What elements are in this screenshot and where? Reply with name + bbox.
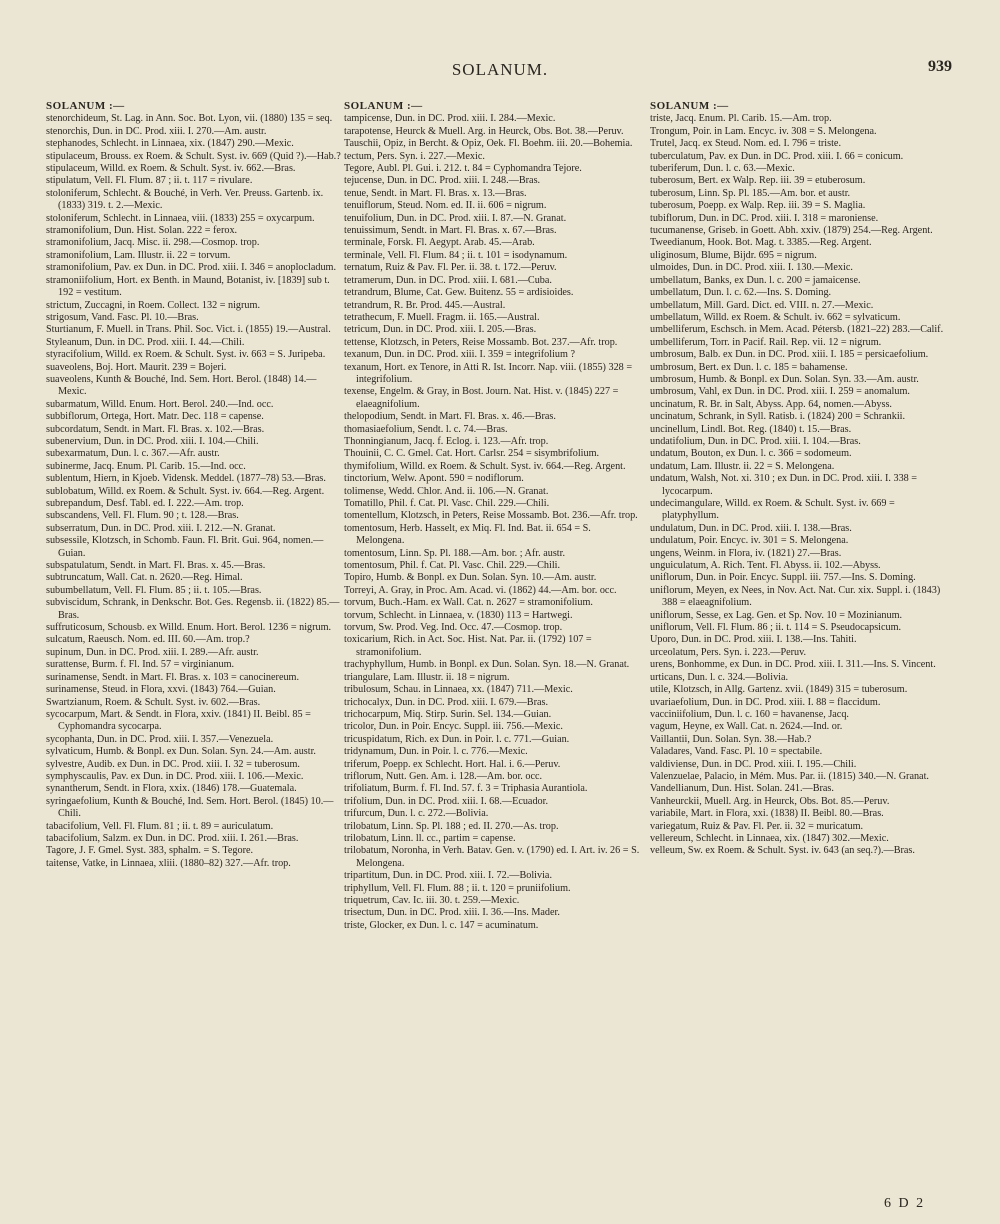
index-entry: tabacifolium, Salzm. ex Dun. in DC. Prod. xiii. I. 261.—Bras. [46,832,299,844]
index-entry: Trongum, Poir. in Lam. Encyc. iv. 308 = S. Melongena. [650,125,877,137]
index-entry: torvum, Schlecht. in Linnaea, v. (1830) 113 = Hartwegi. [344,609,573,621]
index-entry: vacciniifolium, Dun. l. c. 160 = havanense, Jacq. [650,708,849,720]
index-entry: Trutel, Jacq. ex Steud. Nom. ed. I. 796 = triste. [650,138,841,150]
index-entry: trisectum, Dun. in DC. Prod. xiii. I. 36.—Ins. Mader. [344,907,560,919]
index-entry: variabile, Mart. in Flora, xxi. (1838) II. Beibl. 80.—Bras. [650,808,884,820]
index-entry: subserratum, Dun. in DC. Prod. xiii. I. 212.—N. Granat. [46,522,276,534]
index-entry: tinctorium, Welw. Apont. 590 = nodiflorum. [344,473,524,485]
index-entry: tomentellum, Klotzsch, in Peters, Reise Mossamb. Bot. 236.—Afr. trop. [344,510,638,522]
index-entry: Thouinii, C. C. Gmel. Cat. Hort. Carlsr. 254 = sisymbrifolium. [344,448,600,460]
index-entry: urceolatum, Pers. Syn. i. 223.—Peruv. [650,646,807,658]
column-1 [46,100,342,870]
index-entry: undatum, Walsh, Not. xi. 310 ; ex Dun. in DC. Prod. xiii. I. 338 = lycocarpum. [650,473,918,497]
index-entry: tetrandrum, Blume, Cat. Gew. Buitenz. 55 = ardisioides. [344,287,574,299]
index-entry: triste, Glocker, ex Dun. l. c. 147 = acuminatum. [344,919,539,931]
index-entry: tetricum, Dun. in DC. Prod. xiii. I. 205.—Bras. [344,324,537,336]
index-entry: Vandellianum, Dun. Hist. Solan. 241.—Bras. [650,783,834,795]
index-entry: vellereum, Schlecht. in Linnaea, xix. (1847) 302.—Mexic. [650,832,889,844]
index-entry: stoloniferum, Schlecht. in Linnaea, viii. (1833) 255 = oxycarpum. [46,212,315,224]
index-entry: umbellatum, Banks, ex Dun. l. c. 200 = jamaicense. [650,274,861,286]
index-entry: Vaillantii, Dun. Solan. Syn. 38.—Hab.? [650,733,812,745]
index-entry: trilobatum, Linn. Sp. Pl. 188 ; ed. II. 270.—As. trop. [344,820,559,832]
index-entry: Torreyi, A. Gray, in Proc. Am. Acad. vi. (1862) 44.—Am. bor. occ. [344,584,617,596]
index-entry: sylvaticum, Humb. & Bonpl. ex Dun. Solan. Syn. 24.—Am. austr. [46,746,316,758]
index-entry: terminale, Vell. Fl. Flum. 84 ; ii. t. 101 = isodynamum. [344,249,568,261]
index-entry: tolimense, Wedd. Chlor. And. ii. 106.—N. Granat. [344,485,549,497]
index-entry: uncinatum, R. Br. in Salt, Abyss. App. 64, nomen.—Abyss. [650,398,892,410]
index-entry: Tweedianum, Hook. Bot. Mag. t. 3385.—Reg. Argent. [650,237,872,249]
index-entry: Vanheurckii, Muell. Arg. in Heurck, Obs. Bot. 85.—Peruv. [650,795,890,807]
column-heading: SOLANUM :— [344,100,423,112]
index-entry: syringaefolium, Kunth & Bouché, Ind. Sem. Hort. Berol. (1845) 10.—Chili. [46,795,334,820]
index-entry: Valenzuelae, Palacio, in Mém. Mus. Par. ii. (1815) 340.—N. Granat. [650,770,929,782]
index-entry: uncinellum, Lindl. Bot. Reg. (1840) t. 15.—Bras. [650,423,852,435]
index-entry: triferum, Poepp. ex Schlecht. Hort. Hal. i. 6.—Peruv. [344,758,561,770]
index-entry: stenorchideum, St. Lag. in Ann. Soc. Bot. Lyon, vii. (1880) 135 = seq. [46,113,333,125]
index-entry: triflorum, Nutt. Gen. Am. i. 128.—Am. bor. occ. [344,770,543,782]
index-entry: suffruticosum, Schousb. ex Willd. Enum. Hort. Berol. 1236 = nigrum. [46,622,332,634]
index-entry: tridynamum, Dun. in Poir. l. c. 776.—Mexic. [344,746,528,758]
index-entry: urens, Bonhomme, ex Dun. in DC. Prod. xiii. I. 311.—Ins. S. Vincent. [650,659,936,671]
index-entry: triste, Jacq. Enum. Pl. Carib. 15.—Am. trop. [650,113,832,125]
index-entry: torvum, Buch.-Ham. ex Wall. Cat. n. 2627 = stramonifolium. [344,597,593,609]
index-entry: trifurcum, Dun. l. c. 272.—Bolivia. [344,808,489,820]
index-entry: subviscidum, Schrank, in Denkschr. Bot. Ges. Regensb. ii. (1822) 85.—Bras. [46,597,340,621]
running-head-title: SOLANUM. [451,60,549,79]
index-entry: styracifolium, Willd. ex Roem. & Schult. Syst. iv. 663 = S. Juripeba. [46,349,326,361]
index-entry: vagum, Heyne, ex Wall. Cat. n. 2624.—Ind. or. [650,721,843,733]
index-entry: stoloniferum, Schlecht. & Bouché, in Verh. Ver. Preuss. Gartenb. ix. (1833) 319. t. 2.—Mexic. [46,187,324,212]
index-entry: texanum, Hort. ex Tenore, in Atti R. Ist. Incorr. Nap. viii. (1855) 328 = integrifolium. [344,361,633,385]
index-entry: subcordatum, Sendt. in Mart. Fl. Bras. x. 102.—Bras. [46,423,265,435]
index-entry: undecimangulare, Willd. ex Roem. & Schult. Syst. iv. 669 = platyphyllum. [650,498,895,522]
index-entry: stipulaceum, Brouss. ex Roem. & Schult. Syst. iv. 669 (Quid ?).—Hab.? [46,150,341,162]
index-entry: thomasiaefolium, Sendt. l. c. 74.—Bras. [344,423,508,435]
index-entry: undatifolium, Dun. in DC. Prod. xiii. I. 104.—Bras. [650,435,861,447]
index-entry: stramonifolium, Pav. ex Dun. in DC. Prod. xiii. I. 346 = anoplocladum. [46,262,337,274]
index-entry: torvum, Sw. Prod. Veg. Ind. Occ. 47.—Cosmop. trop. [344,622,563,634]
index-entry: triangulare, Lam. Illustr. ii. 18 = nigrum. [344,671,510,683]
index-entry: subbiflorum, Ortega, Hort. Matr. Dec. 118 = capense. [46,411,264,423]
index-entry: tripartitum, Dun. in DC. Prod. xiii. I. 72.—Bolivia. [344,870,552,882]
index-entry: uliginosum, Blume, Bijdr. 695 = nigrum. [650,249,817,261]
index-entry: strictum, Zuccagni, in Roem. Collect. 132 = nigrum. [46,299,260,311]
index-entry: stephanodes, Schlecht. in Linnaea, xix. (1847) 290.—Mexic. [46,138,294,150]
index-entry: symphyscaulis, Pav. ex Dun. in DC. Prod. xiii. I. 106.—Mexic. [46,770,304,782]
index-entry: sycocarpum, Mart. & Sendt. in Flora, xxiv. (1841) II. Beibl. 85 = Cyphomandra sycocarpa. [46,708,311,733]
index-entry: ulmoides, Dun. in DC. Prod. xiii. I. 130.—Mexic. [650,262,853,274]
index-entry: trifoliatum, Burm. f. Fl. Ind. 57. f. 3 = Triphasia Aurantiola. [344,783,588,795]
index-entry: Styleanum, Dun. in DC. Prod. xiii. I. 44.—Chili. [46,336,245,348]
index-entry: undulatum, Dun. in DC. Prod. xiii. I. 138.—Bras. [650,522,852,534]
index-entry: sulcatum, Raeusch. Nom. ed. III. 60.—Am. trop.? [46,634,250,646]
index-entry: Tauschii, Opiz, in Bercht. & Opiz, Oek. Fl. Boehm. iii. 20.—Bohemia. [344,138,633,150]
index-entry: umbellatum, Mill. Gard. Dict. ed. VIII. n. 27.—Mexic. [650,299,874,311]
index-entry: uniflorum, Vell. Fl. Flum. 86 ; ii. t. 114 = S. Pseudocapsicum. [650,622,902,634]
index-entry: ternatum, Ruiz & Pav. Fl. Per. ii. 38. t. 172.—Peruv. [344,262,557,274]
index-entry: Tomatillo, Phil. f. Cat. Pl. Vasc. Chil. 229.—Chili. [344,498,550,509]
index-entry: subexarmatum, Dun. l. c. 367.—Afr. austr. [46,448,220,460]
index-entry: ungens, Weinm. in Flora, iv. (1821) 27.—Bras. [650,547,842,559]
index-entry: Tegore, Aubl. Pl. Gui. i. 212. t. 84 = Cyphomandra Tejore. [344,163,582,175]
index-entry: tuberiferum, Dun. l. c. 63.—Mexic. [650,163,795,175]
index-entry: Valadares, Vand. Fasc. Pl. 10 = spectabile. [650,746,823,758]
index-entry: strigosum, Vand. Fasc. Pl. 10.—Bras. [46,311,199,323]
index-entry: subscandens, Vell. Fl. Flum. 90 ; t. 128.—Bras. [46,510,239,522]
index-entry: subinerme, Jacq. Enum. Pl. Carib. 15.—Ind. occ. [46,460,246,472]
index-entry: valdiviense, Dun. in DC. Prod. xiii. I. 195.—Chili. [650,758,857,770]
index-entry: tetrathecum, F. Muell. Fragm. ii. 165.—Austral. [344,311,540,323]
printer-signature: 6 D 2 [884,1196,926,1211]
index-entry: trichocalyx, Dun. in DC. Prod. xiii. I. 679.—Bras. [344,696,549,708]
column-3 [650,100,946,858]
index-entry: tribulosum, Schau. in Linnaea, xx. (1847) 711.—Mexic. [344,684,573,696]
index-entry: tetrandrum, R. Br. Prod. 445.—Austral. [344,299,506,311]
index-entry: umbellatum, Dun. l. c. 62.—Ins. S. Doming. [650,287,832,299]
index-entry: texense, Engelm. & Gray, in Bost. Journ. Nat. Hist. v. (1845) 227 = elaeagnifolium. [344,386,619,410]
index-entry: tricuspidatum, Rich. ex Dun. in Poir. l. c. 771.—Guian. [344,733,570,745]
index-entry: Uporo, Dun. in DC. Prod. xiii. I. 138.—Ins. Tahiti. [650,634,857,646]
index-entry: tenue, Sendt. in Mart. Fl. Bras. x. 13.—Bras. [344,187,527,199]
index-entry: umbellatum, Willd. ex Roem. & Schult. iv. 662 = sylvaticum. [650,311,901,323]
column-heading: SOLANUM :— [650,100,729,112]
index-entry: uniflorum, Sesse, ex Lag. Gen. et Sp. Nov. 10 = Mozinianum. [650,609,903,621]
index-entry: tenuiflorum, Steud. Nom. ed. II. ii. 606 = nigrum. [344,200,547,212]
index-entry: tabacifolium, Vell. Fl. Flum. 81 ; ii. t. 89 = auriculatum. [46,820,274,832]
index-entry: tampicense, Dun. in DC. Prod. xiii. I. 284.—Mexic. [344,113,556,125]
column-2 [344,100,640,932]
index-entry: tuberosum, Linn. Sp. Pl. 185.—Am. bor. et austr. [650,187,851,199]
index-entry: Thonningianum, Jacq. f. Eclog. i. 123.—Afr. trop. [344,435,549,447]
index-entry: tubiflorum, Dun. in DC. Prod. xiii. I. 318 = maroniense. [650,212,879,224]
index-entry: suaveolens, Kunth & Bouché, Ind. Sem. Hort. Berol. (1848) 14.—Mexic. [46,373,317,398]
index-entry: stenorchis, Dun. in DC. Prod. xiii. I. 270.—Am. austr. [46,125,267,137]
index-entry: subrepandum, Desf. Tabl. ed. I. 222.—Am. trop. [46,498,244,509]
index-entry: tetramerum, Dun. in DC. Prod. xiii. I. 681.—Cuba. [344,274,552,286]
index-entry: tuberosum, Poepp. ex Walp. Rep. iii. 39 = S. Maglia. [650,200,866,212]
index-entry: subtruncatum, Wall. Cat. n. 2620.—Reg. Himal. [46,572,243,584]
index-entry: surinamense, Sendt. in Mart. Fl. Bras. x. 103 = canocinereum. [46,671,300,683]
index-entry: thelopodium, Sendt. in Mart. Fl. Bras. x. 46.—Bras. [344,411,556,423]
index-entry: umbrosum, Bert. ex Dun. l. c. 185 = bahamense. [650,361,848,373]
index-entry: stramonifolium, Lam. Illustr. ii. 22 = torvum. [46,249,231,261]
index-entry: tettense, Klotzsch, in Peters, Reise Mossamb. Bot. 237.—Afr. trop. [344,336,618,348]
index-entry: umbrosum, Humb. & Bonpl. ex Dun. Solan. Syn. 33.—Am. austr. [650,373,919,385]
index-entry: synantherum, Sendt. in Flora, xxix. (1846) 178.—Guatemala. [46,783,297,795]
index-entry: Sturtianum, F. Muell. in Trans. Phil. Soc. Vict. i. (1855) 19.—Austral. [46,324,331,336]
index-entry: umbrosum, Balb. ex Dun. in DC. Prod. xiii. I. 185 = persicaefolium. [650,349,929,361]
index-entry: variegatum, Ruiz & Pav. Fl. Per. ii. 32 = muricatum. [650,820,864,832]
index-entry: velleum, Sw. ex Roem. & Schult. Syst. iv. 643 (an seq.?).—Bras. [650,845,915,857]
index-entry: tuberosum, Bert. ex Walp. Rep. iii. 39 = etuberosum. [650,175,866,187]
index-entry: tectum, Pers. Syn. i. 227.—Mexic. [344,150,485,162]
index-entry: tarapotense, Heurck & Muell. Arg. in Heurck, Obs. Bot. 38.—Peruv. [344,125,624,137]
index-entry: uvariaefolium, Dun. in DC. Prod. xiii. I. 88 = flaccidum. [650,696,881,708]
index-entry: undatum, Lam. Illustr. ii. 22 = S. Melongena. [650,460,835,472]
index-entry: utile, Klotzsch, in Allg. Gartenz. xvii. (1849) 315 = tuberosum. [650,684,908,696]
index-entry: uniflorum, Meyen, ex Nees, in Nov. Act. Nat. Cur. xix. Suppl. i. (1843) 388 = elaeagnifolium. [650,584,941,609]
index-entry: subenervium, Dun. in DC. Prod. xiii. I. 104.—Chili. [46,435,259,447]
index-entry: toxicarium, Rich. in Act. Soc. Hist. Nat. Par. ii. (1792) 107 = stramonifolium. [344,634,592,658]
index-entry: tenuissimum, Sendt. in Mart. Fl. Bras. x. 67.—Bras. [344,225,557,237]
index-entry: tucumanense, Griseb. in Goett. Abh. xxiv. (1879) 254.—Reg. Argent. [650,225,933,237]
index-entry: subumbellatum, Vell. Fl. Flum. 85 ; ii. t. 105.—Bras. [46,584,262,596]
index-entry: stipulatum, Vell. Fl. Flum. 87 ; ii. t. 117 = rivulare. [46,175,253,187]
index-entry: surattense, Burm. f. Fl. Ind. 57 = virginianum. [46,659,235,671]
index-entry: Topiro, Humb. & Bonpl. ex Dun. Solan. Syn. 10.—Am. austr. [344,572,597,584]
index-entry: triphyllum, Vell. Fl. Flum. 88 ; ii. t. 120 = pruniifolium. [344,882,571,894]
index-entry: texanum, Dun. in DC. Prod. xiii. I. 359 = integrifolium ? [344,349,575,361]
index-entry: undatum, Bouton, ex Dun. l. c. 366 = sodomeum. [650,448,852,460]
index-entry: tuberculatum, Pav. ex Dun. in DC. Prod. xiii. I. 66 = conicum. [650,150,904,162]
index-entry: stramonifolium, Dun. Hist. Solan. 222 = ferox. [46,225,238,237]
index-entry: tricolor, Dun. in Poir. Encyc. Suppl. iii. 756.—Mexic. [344,721,563,733]
index-entry: trachyphyllum, Humb. in Bonpl. ex Dun. Solan. Syn. 18.—N. Granat. [344,659,630,671]
index-entry: tomentosum, Phil. f. Cat. Pl. Vasc. Chil. 229.—Chili. [344,560,561,572]
index-entry: triquetrum, Cav. Ic. iii. 30. t. 259.—Mexic. [344,895,520,906]
index-entry: subspatulatum, Sendt. in Mart. Fl. Bras. x. 45.—Bras. [46,560,266,572]
index-entry: supinum, Dun. in DC. Prod. xiii. I. 289.—Afr. austr. [46,646,259,658]
index-entry: subarmatum, Willd. Enum. Hort. Berol. 240.—Ind. occ. [46,398,274,410]
index-entry: stramoniifolium, Hort. ex Benth. in Maund, Botanist, iv. [1839] sub t. 192 = vestitum. [46,274,330,299]
index-entry: subsessile, Klotzsch, in Schomb. Faun. Fl. Brit. Gui. 964, nomen.—Guian. [46,535,324,559]
index-entry: urticans, Dun. l. c. 324.—Bolivia. [650,671,789,683]
index-entry: tenuifolium, Dun. in DC. Prod. xiii. I. 87.—N. Granat. [344,212,567,224]
index-entry: sublentum, Hiern, in Kjoeb. Vidensk. Meddel. (1877–78) 53.—Bras. [46,473,326,485]
index-entry: umbelliferum, Eschsch. in Mem. Acad. Pétersb. (1821–22) 283.—Calif. [650,324,944,336]
index-entry: uniflorum, Dun. in Poir. Encyc. Suppl. iii. 757.—Ins. S. Doming. [650,572,916,584]
index-entry: terminale, Forsk. Fl. Aegypt. Arab. 45.—Arab. [344,237,535,249]
index-entry: uncinatum, Schrank, in Syll. Ratisb. i. (1824) 200 = Schrankii. [650,411,906,423]
index-entry: undulatum, Poir. Encyc. iv. 301 = S. Melongena. [650,535,849,547]
index-entry: sycophanta, Dun. in DC. Prod. xiii. I. 357.—Venezuela. [46,733,274,745]
index-entry: sublobatum, Willd. ex Roem. & Schult. Syst. iv. 664.—Reg. Argent. [46,485,325,497]
index-entry: trichocarpum, Miq. Stirp. Surin. Sel. 134.—Guian. [344,708,552,720]
index-entry: tomentosum, Linn. Sp. Pl. 188.—Am. bor. ; Afr. austr. [344,547,566,559]
index-entry: trilobatum, Linn. ll. cc., partim = capense. [344,832,516,844]
index-entry: Swartzianum, Roem. & Schult. Syst. iv. 602.—Bras. [46,696,261,708]
index-entry: surinamense, Steud. in Flora, xxvi. (1843) 764.—Guian. [46,684,276,696]
page-number: 939 [928,58,952,75]
index-entry: suaveolens, Boj. Hort. Maurit. 239 = Bojeri. [46,361,227,373]
index-entry: umbrosum, Vahl, ex Dun. in DC. Prod. xiii. I. 259 = anomalum. [650,386,910,398]
index-entry: Tagore, J. F. Gmel. Syst. 383, sphalm. = S. Tegore. [46,845,254,857]
index-entry: stramonifolium, Jacq. Misc. ii. 298.—Cosmop. trop. [46,237,260,249]
index-entry: sylvestre, Audib. ex Dun. in DC. Prod. xiii. I. 32 = tuberosum. [46,758,300,770]
index-entry: thymifolium, Willd. ex Roem. & Schult. Syst. iv. 664.—Reg. Argent. [344,460,626,472]
index-entry: umbelliferum, Torr. in Pacif. Rail. Rep. vii. 12 = nigrum. [650,336,882,348]
index-entry: taitense, Vatke, in Linnaea, xliii. (1880–82) 327.—Afr. trop. [46,857,291,869]
index-entry: trilobatum, Noronha, in Verh. Batav. Gen. v. (1790) ed. I. Art. iv. 26 = S. Melongena. [344,845,640,869]
index-entry: stipulaceum, Willd. ex Roem. & Schult. Syst. iv. 662.—Bras. [46,163,296,175]
index-entry: unguiculatum, A. Rich. Tent. Fl. Abyss. ii. 102.—Abyss. [650,560,881,572]
index-entry: trifolium, Dun. in DC. Prod. xiii. I. 68.—Ecuador. [344,795,549,807]
column-heading: SOLANUM :— [46,100,125,112]
index-entry: tejucense, Dun. in DC. Prod. xiii. I. 248.—Bras. [344,175,541,187]
index-entry: tomentosum, Herb. Hasselt, ex Miq. Fl. Ind. Bat. ii. 654 = S. Melongena. [344,522,591,547]
